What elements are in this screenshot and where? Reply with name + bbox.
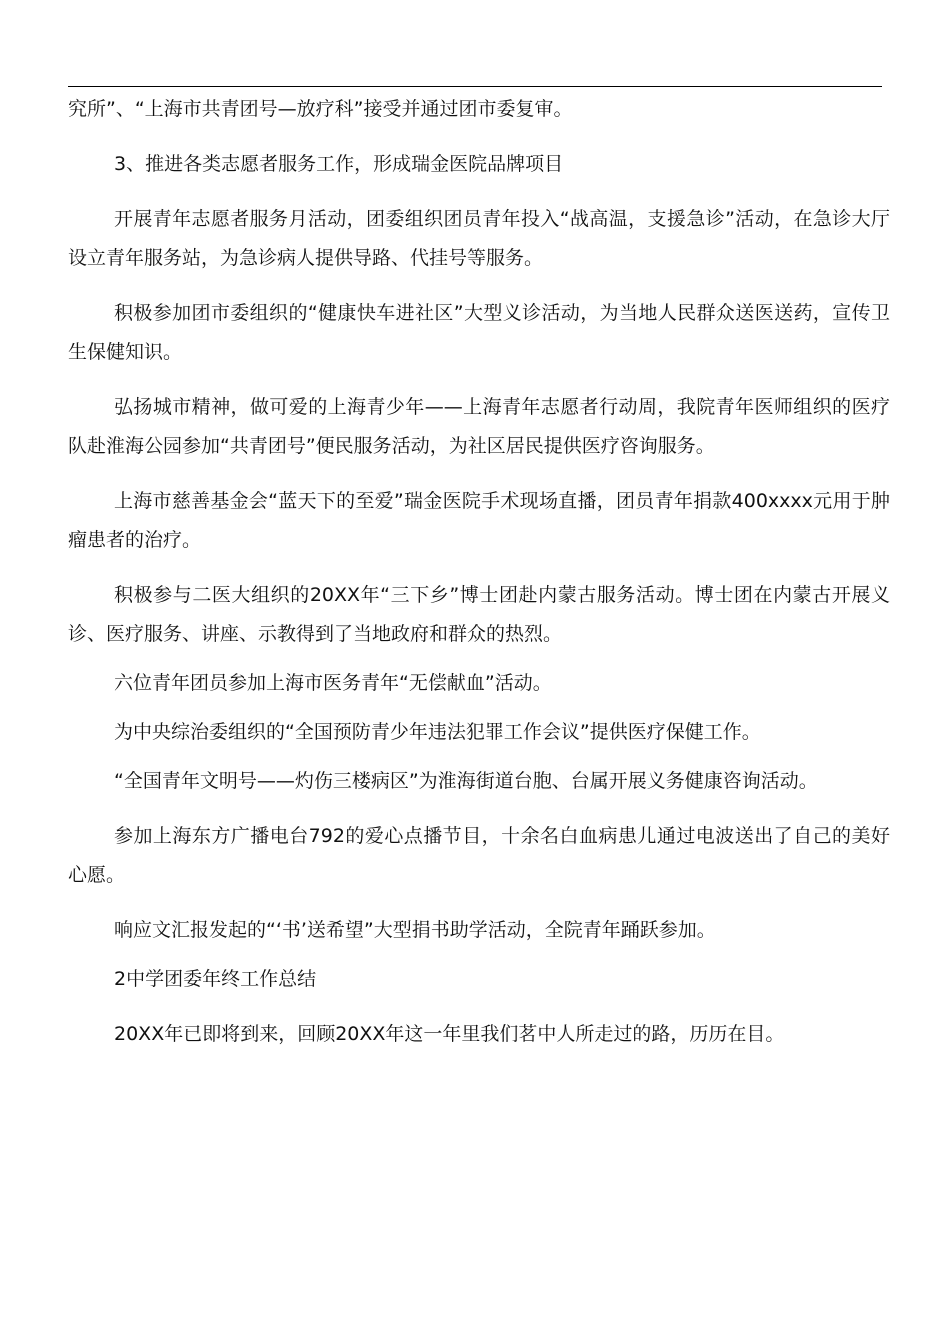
paragraph: 参加上海东方广播电台792的爱心点播节目，十余名白血病患儿通过电波送出了自己的美好心愿。	[68, 825, 890, 886]
paragraph: 响应文汇报发起的“‘书’送希望”大型捐书助学活动，全院青年踊跃参加。	[114, 919, 716, 941]
paragraph: 上海市慈善基金会“蓝天下的至爱”瑞金医院手术现场直播，团员青年捐款400xxxx元用于肿瘤患者的治疗。	[68, 490, 890, 551]
paragraph: 积极参与二医大组织的20XX年“三下乡”博士团赴内蒙古服务活动。博士团在内蒙古开展义诊、医疗服务、讲座、示教得到了当地政府和群众的热烈。	[68, 584, 890, 645]
paragraph-continuation: 究所”、“上海市共青团号—放疗科”接受并通过团市委复审。	[68, 98, 573, 120]
paragraph: 六位青年团员参加上海市医务青年“无偿献血”活动。	[114, 672, 552, 694]
paragraph: 积极参加团市委组织的“健康快车进社区”大型义诊活动，为当地人民群众送医送药，宣传卫生保健知识。	[68, 302, 890, 363]
paragraph: 开展青年志愿者服务月活动，团委组织团员青年投入“战高温，支援急诊”活动，在急诊大厅设立青年服务站，为急诊病人提供导路、代挂号等服务。	[68, 208, 890, 269]
paragraph: 弘扬城市精神，做可爱的上海青少年——上海青年志愿者行动周，我院青年医师组织的医疗队赴淮海公园参加“共青团号”便民服务活动，为社区居民提供医疗咨询服务。	[68, 396, 890, 457]
document-body	[68, 90, 890, 1054]
paragraph: “全国青年文明号——灼伤三楼病区”为淮海街道台胞、台属开展义务健康咨询活动。	[114, 770, 818, 792]
section-heading: 3、推进各类志愿者服务工作，形成瑞金医院品牌项目	[114, 153, 564, 175]
section-heading: 2中学团委年终工作总结	[114, 968, 317, 990]
paragraph: 20XX年已即将到来，回顾20XX年这一年里我们茗中人所走过的路，历历在目。	[114, 1023, 785, 1045]
header-rule	[68, 86, 882, 87]
paragraph: 为中央综治委组织的“全国预防青少年违法犯罪工作会议”提供医疗保健工作。	[114, 721, 761, 743]
